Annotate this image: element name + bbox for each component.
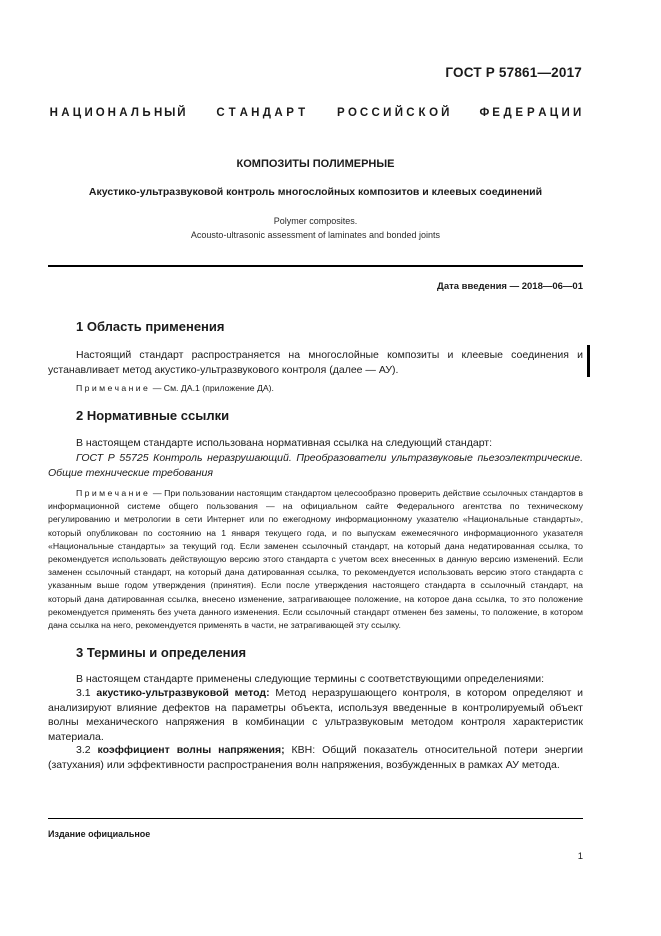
term-name: акустико-ультразвуковой метод:	[96, 687, 270, 699]
section3-intro: В настоящем стандарте применены следующие термины с соответствующими определениями:	[76, 673, 545, 685]
section1-heading: 1 Область применения	[76, 319, 225, 334]
section2-intro: В настоящем стандарте использована нормативная ссылка на следующий стандарт:	[76, 437, 493, 449]
introduction-date: Дата введения — 2018—06—01	[437, 281, 583, 292]
banner-word: Н А Ц И О Н А Л Ь Н Ы Й	[49, 107, 186, 119]
term-3-2	[48, 743, 583, 772]
title-subtitle: Акустико-ультразвуковой контроль многослойных композитов и клеевых соединений	[88, 186, 543, 198]
title-english	[48, 214, 583, 242]
section2-reference: ГОСТ Р 55725 Контроль неразрушающий. Преобразователи ультразвуковые пьезоэлектрические. Общие технические требования	[48, 452, 583, 479]
term-definition: Метод неразрушающего контроля, в котором определяют и анализируют влияние дефектов на параметры объекта, используя введенные в контролируемый объект волны механического напряжения в комбинации с ультразвуковым методом контроля характеристик материала.	[48, 687, 584, 743]
title-english-line2: Acousto-ultrasonic assessment of laminates and bonded joints	[190, 230, 441, 240]
footer-divider	[48, 818, 583, 819]
document-number: ГОСТ Р 57861—2017	[445, 65, 582, 80]
section2-note	[48, 487, 583, 632]
term-3-1	[48, 686, 583, 744]
banner-word: Р О С С И Й С К О Й	[337, 107, 450, 119]
note-label: Примечание	[76, 383, 151, 393]
header-divider	[48, 265, 583, 267]
note-text: — См. ДА.1 (приложение ДА).	[150, 383, 274, 393]
note-label: Примечание	[76, 488, 151, 498]
banner-word: С Т А Н Д А Р Т	[216, 107, 306, 119]
title-main: КОМПОЗИТЫ ПОЛИМЕРНЫЕ	[236, 158, 395, 170]
note-text: — При пользовании настоящим стандартом целесообразно проверить действие ссылочных стандартов в информационной системе общего пользования — на официальном сайте Федерального агентства по техническому регулированию и метрологии в сети Интернет или по ежегодному информационному указателю «Национальные стандарты», который опубликован по состоянию на 1 января текущего года, и по выпускам ежемесячного информационного указателя «Национальные стандарты» за текущий год. Если заменен ссылочный стандарт, на который дана недатированная ссылка, то рекомендуется использовать действующую версию этого стандарта с учетом всех внесенных в данную версию изменений. Если заменен ссылочный стандарт, на который дана датированная ссылка, то рекомендуется использовать версию этого стандарта с указанным выше годом утверждения (принятия). Если после утверждения настоящего стандарта в ссылочный стандарт, на который дана датированная ссылка, внесено изменение, затрагивающее положение, на которое дана ссылка, то это положение рекомендуется применять без учета данного изменения. Если ссылочный стандарт отменен без замены, то положение, в котором дана ссылка на него, рекомендуется применять в части, не затрагивающей эту ссылку.	[48, 488, 583, 631]
change-bar	[587, 345, 590, 377]
term-definition: КВН: Общий показатель относительной потери энергии (затухания) или эффективности распространения волн напряжения, возбужденных в рамках АУ метода.	[48, 744, 584, 771]
section3-heading: 3 Термины и определения	[76, 645, 247, 660]
title-english-line1: Polymer composites.	[273, 216, 358, 226]
national-standard-banner	[48, 107, 583, 119]
page-number: 1	[577, 851, 583, 862]
section1-text: Настоящий стандарт распространяется на многослойные композиты и клеевые соединения и устанавливает метод акустико-ультразвукового контроля (далее — АУ).	[48, 349, 583, 376]
section1-note	[48, 382, 583, 395]
official-edition-label: Издание официальное	[48, 829, 151, 839]
banner-word: Ф Е Д Е Р А Ц И И	[479, 107, 582, 119]
term-name: коэффициент волны напряжения;	[97, 744, 285, 756]
term-number: 3.2	[76, 744, 98, 756]
section2-heading: 2 Нормативные ссылки	[76, 408, 230, 423]
term-number: 3.1	[76, 687, 97, 699]
